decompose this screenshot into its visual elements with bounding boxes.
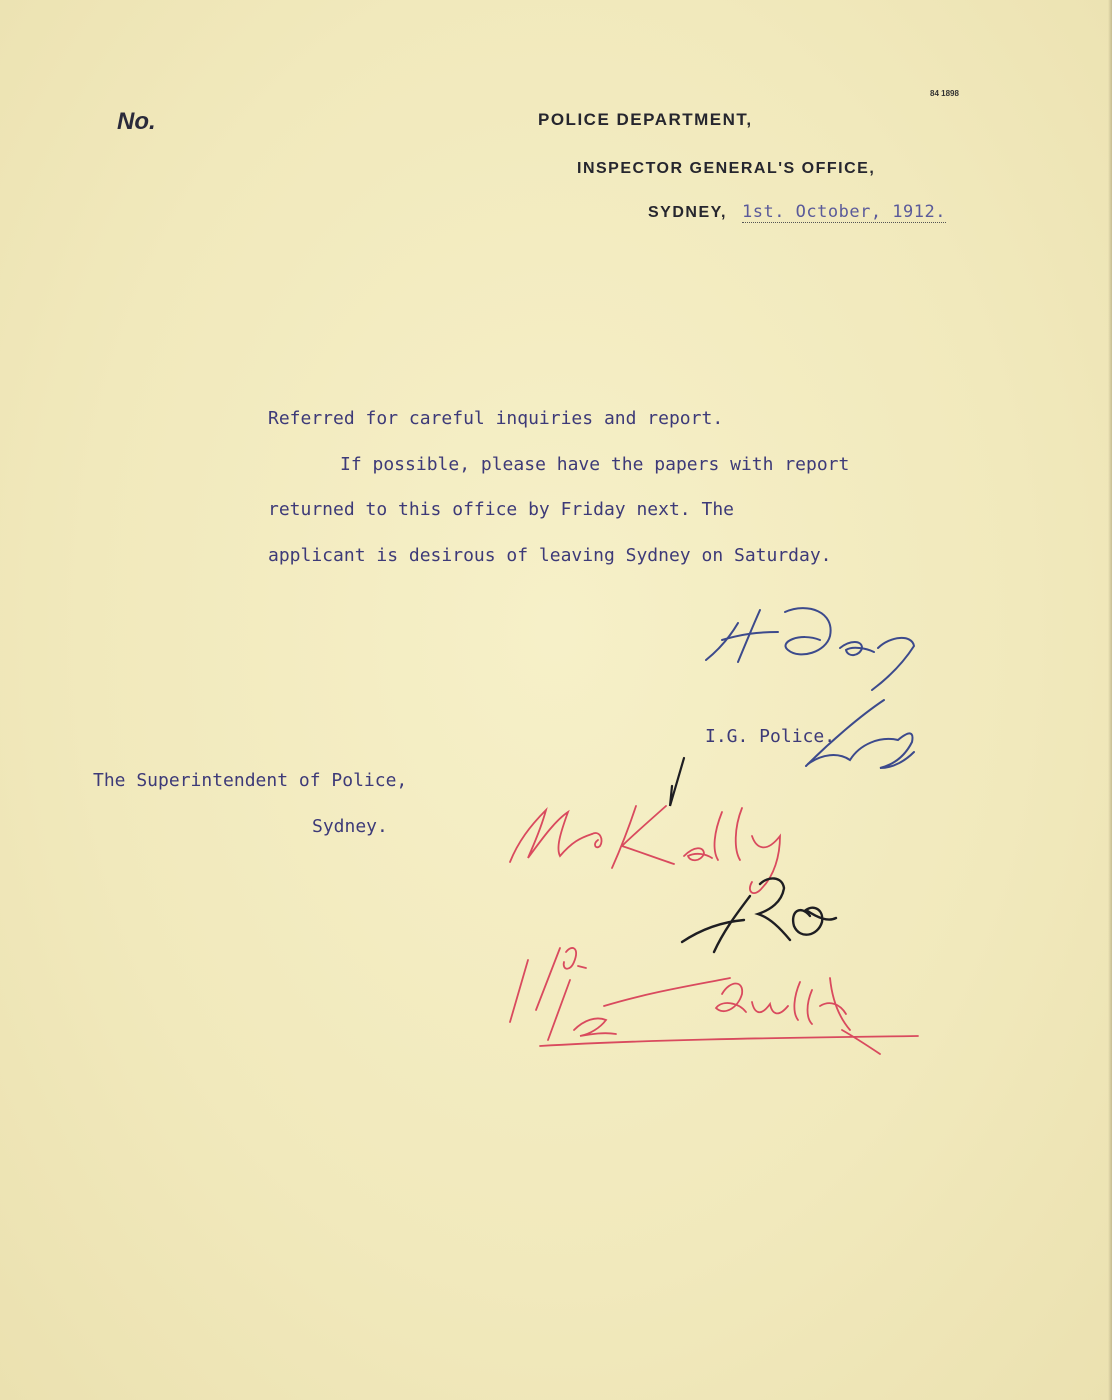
letter-date: 1st. October, 1912. xyxy=(742,202,946,222)
day-signature xyxy=(706,608,914,768)
body-line-3: returned to this office by Friday next. The xyxy=(268,499,734,520)
place-label: SYDNEY, xyxy=(648,204,727,221)
number-label: No. xyxy=(117,108,156,135)
body-line-2: If possible, please have the papers with report xyxy=(340,454,850,475)
form-number: 84 1898 xyxy=(930,89,959,98)
kelly-annotation xyxy=(510,806,780,893)
department-heading: POLICE DEPARTMENT, xyxy=(538,110,753,129)
addressee-line-1: The Superintendent of Police, xyxy=(93,770,408,791)
body-line-1: Referred for careful inquiries and report. xyxy=(268,408,724,429)
addressee-line-2: Sydney. xyxy=(312,816,388,837)
check-mark xyxy=(670,758,684,806)
office-heading: INSPECTOR GENERAL'S OFFICE, xyxy=(577,160,876,177)
date-annotation xyxy=(510,948,918,1054)
signatory-title: I.G. Police. xyxy=(705,726,836,747)
body-line-4: applicant is desirous of leaving Sydney on Saturday. xyxy=(268,545,832,566)
initials-annotation xyxy=(682,878,836,952)
